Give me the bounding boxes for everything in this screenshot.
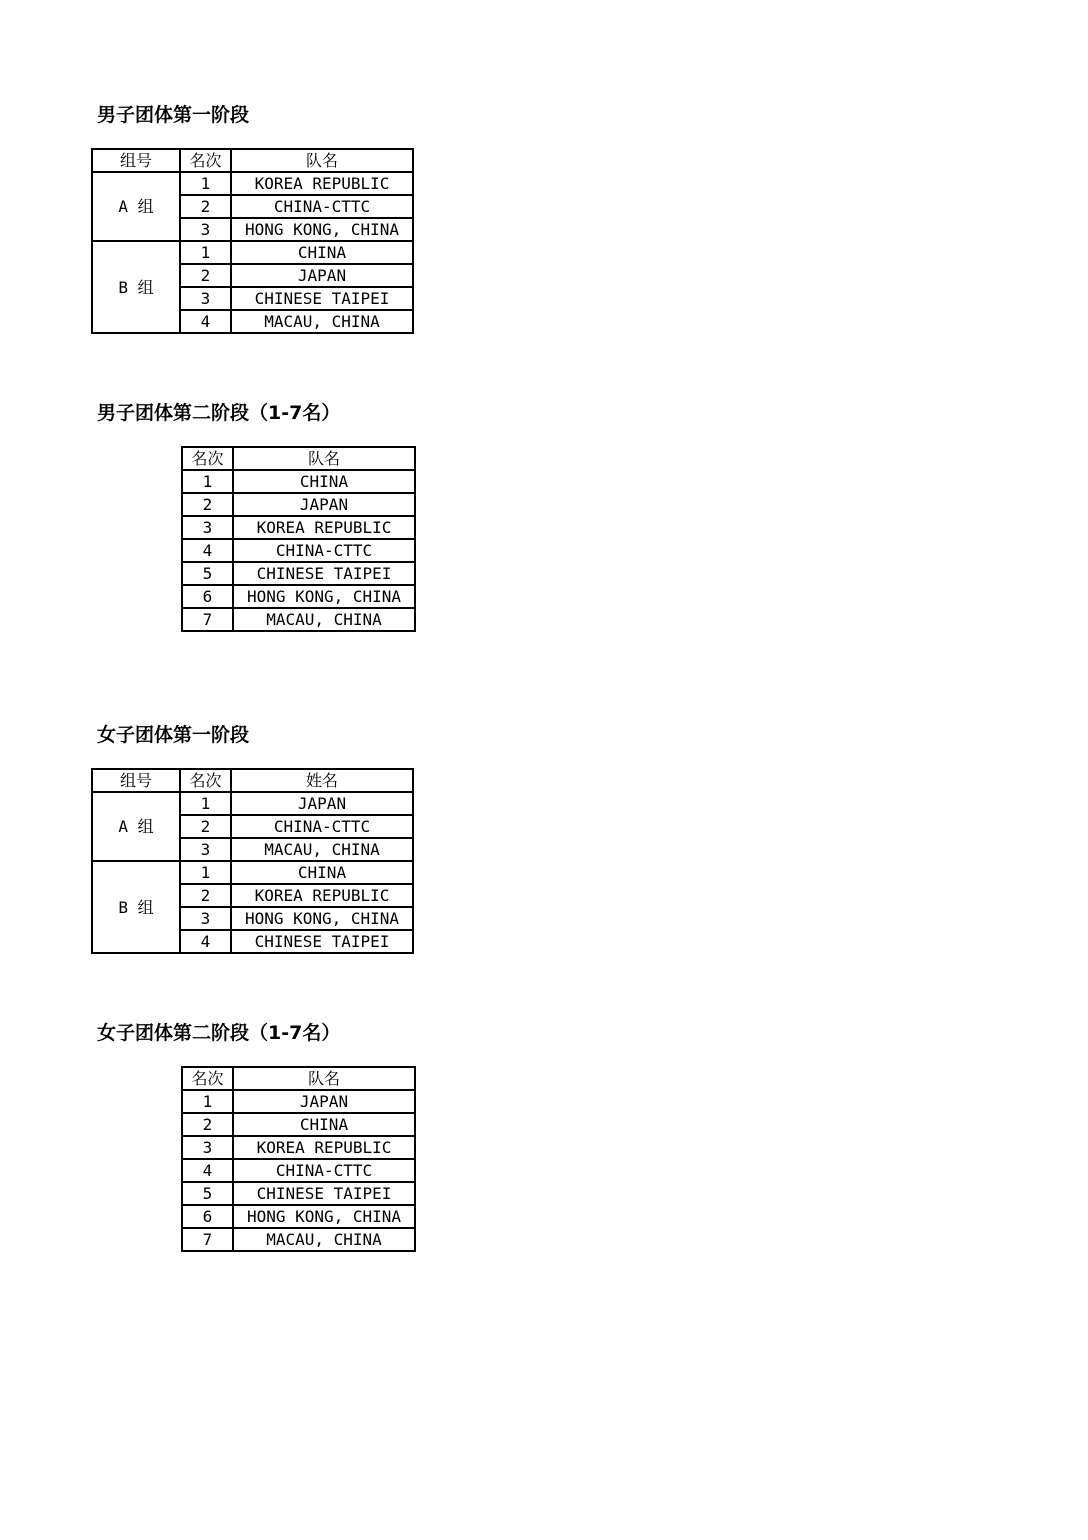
table-women-stage1 bbox=[91, 768, 414, 954]
table-row bbox=[92, 172, 413, 195]
table-men-stage2 bbox=[181, 446, 416, 632]
group-label: B 组 bbox=[92, 861, 180, 953]
team-cell: HONG KONG, CHINA bbox=[233, 1205, 415, 1228]
table-row bbox=[182, 562, 415, 585]
table-row bbox=[182, 470, 415, 493]
table-row bbox=[182, 516, 415, 539]
rank-cell: 5 bbox=[182, 1182, 233, 1205]
team-cell: CHINA-CTTC bbox=[231, 815, 413, 838]
table-row bbox=[182, 539, 415, 562]
team-cell: CHINA-CTTC bbox=[233, 539, 415, 562]
team-cell: MACAU, CHINA bbox=[233, 1228, 415, 1251]
rank-cell: 7 bbox=[182, 1228, 233, 1251]
header-rank: 名次 bbox=[182, 1067, 233, 1090]
rank-cell: 2 bbox=[180, 815, 231, 838]
table-row bbox=[182, 608, 415, 631]
section-title-men-stage1: 男子团体第一阶段 bbox=[97, 104, 250, 126]
rank-cell: 1 bbox=[182, 470, 233, 493]
table-row bbox=[182, 1228, 415, 1251]
team-cell: MACAU, CHINA bbox=[231, 838, 413, 861]
table-header-row bbox=[92, 769, 413, 792]
team-cell: HONG KONG, CHINA bbox=[231, 218, 413, 241]
rank-cell: 1 bbox=[180, 241, 231, 264]
rank-cell: 7 bbox=[182, 608, 233, 631]
rank-cell: 3 bbox=[180, 907, 231, 930]
rank-cell: 6 bbox=[182, 585, 233, 608]
team-cell: HONG KONG, CHINA bbox=[231, 907, 413, 930]
header-name: 姓名 bbox=[231, 769, 413, 792]
table-row bbox=[182, 1205, 415, 1228]
rank-cell: 4 bbox=[180, 930, 231, 953]
header-rank: 名次 bbox=[180, 769, 231, 792]
section-title-women-stage1: 女子团体第一阶段 bbox=[97, 724, 250, 746]
group-label: A 组 bbox=[92, 792, 180, 861]
rank-cell: 3 bbox=[182, 1136, 233, 1159]
rank-cell: 3 bbox=[180, 838, 231, 861]
team-cell: CHINESE TAIPEI bbox=[231, 930, 413, 953]
table-men-stage1 bbox=[91, 148, 414, 334]
rank-cell: 2 bbox=[180, 884, 231, 907]
table-row bbox=[92, 861, 413, 884]
rank-cell: 2 bbox=[180, 195, 231, 218]
table-row bbox=[182, 493, 415, 516]
table-header-row bbox=[182, 447, 415, 470]
rank-cell: 1 bbox=[180, 792, 231, 815]
table-row bbox=[92, 241, 413, 264]
team-cell: KOREA REPUBLIC bbox=[233, 516, 415, 539]
team-cell: KOREA REPUBLIC bbox=[231, 884, 413, 907]
table-row bbox=[92, 792, 413, 815]
table-row bbox=[182, 1136, 415, 1159]
table-row bbox=[182, 1182, 415, 1205]
team-cell: KOREA REPUBLIC bbox=[231, 172, 413, 195]
rank-cell: 4 bbox=[182, 539, 233, 562]
rank-cell: 3 bbox=[180, 287, 231, 310]
team-cell: JAPAN bbox=[233, 1090, 415, 1113]
table-row bbox=[182, 1159, 415, 1182]
header-group: 组号 bbox=[92, 149, 180, 172]
team-cell: JAPAN bbox=[233, 493, 415, 516]
section-title-men-stage2: 男子团体第二阶段（1-7名） bbox=[97, 402, 341, 424]
rank-cell: 2 bbox=[182, 1113, 233, 1136]
rank-cell: 6 bbox=[182, 1205, 233, 1228]
header-rank: 名次 bbox=[180, 149, 231, 172]
table-header-row bbox=[182, 1067, 415, 1090]
header-team: 队名 bbox=[233, 447, 415, 470]
table-row bbox=[182, 1090, 415, 1113]
team-cell: CHINA-CTTC bbox=[231, 195, 413, 218]
rank-cell: 1 bbox=[182, 1090, 233, 1113]
team-cell: CHINA bbox=[231, 241, 413, 264]
header-rank: 名次 bbox=[182, 447, 233, 470]
table-row bbox=[182, 1113, 415, 1136]
team-cell: JAPAN bbox=[231, 264, 413, 287]
team-cell: MACAU, CHINA bbox=[231, 310, 413, 333]
header-group: 组号 bbox=[92, 769, 180, 792]
team-cell: HONG KONG, CHINA bbox=[233, 585, 415, 608]
table-header-row bbox=[92, 149, 413, 172]
team-cell: CHINA bbox=[233, 470, 415, 493]
group-label: B 组 bbox=[92, 241, 180, 333]
team-cell: CHINA bbox=[231, 861, 413, 884]
rank-cell: 4 bbox=[182, 1159, 233, 1182]
rank-cell: 5 bbox=[182, 562, 233, 585]
team-cell: MACAU, CHINA bbox=[233, 608, 415, 631]
rank-cell: 2 bbox=[180, 264, 231, 287]
rank-cell: 1 bbox=[180, 172, 231, 195]
rank-cell: 3 bbox=[180, 218, 231, 241]
rank-cell: 2 bbox=[182, 493, 233, 516]
rank-cell: 1 bbox=[180, 861, 231, 884]
header-team: 队名 bbox=[233, 1067, 415, 1090]
team-cell: CHINA bbox=[233, 1113, 415, 1136]
table-women-stage2 bbox=[181, 1066, 416, 1252]
group-label: A 组 bbox=[92, 172, 180, 241]
rank-cell: 3 bbox=[182, 516, 233, 539]
team-cell: CHINESE TAIPEI bbox=[233, 562, 415, 585]
section-title-women-stage2: 女子团体第二阶段（1-7名） bbox=[97, 1022, 341, 1044]
header-team: 队名 bbox=[231, 149, 413, 172]
team-cell: CHINA-CTTC bbox=[233, 1159, 415, 1182]
team-cell: JAPAN bbox=[231, 792, 413, 815]
table-row bbox=[182, 585, 415, 608]
rank-cell: 4 bbox=[180, 310, 231, 333]
team-cell: KOREA REPUBLIC bbox=[233, 1136, 415, 1159]
team-cell: CHINESE TAIPEI bbox=[233, 1182, 415, 1205]
team-cell: CHINESE TAIPEI bbox=[231, 287, 413, 310]
